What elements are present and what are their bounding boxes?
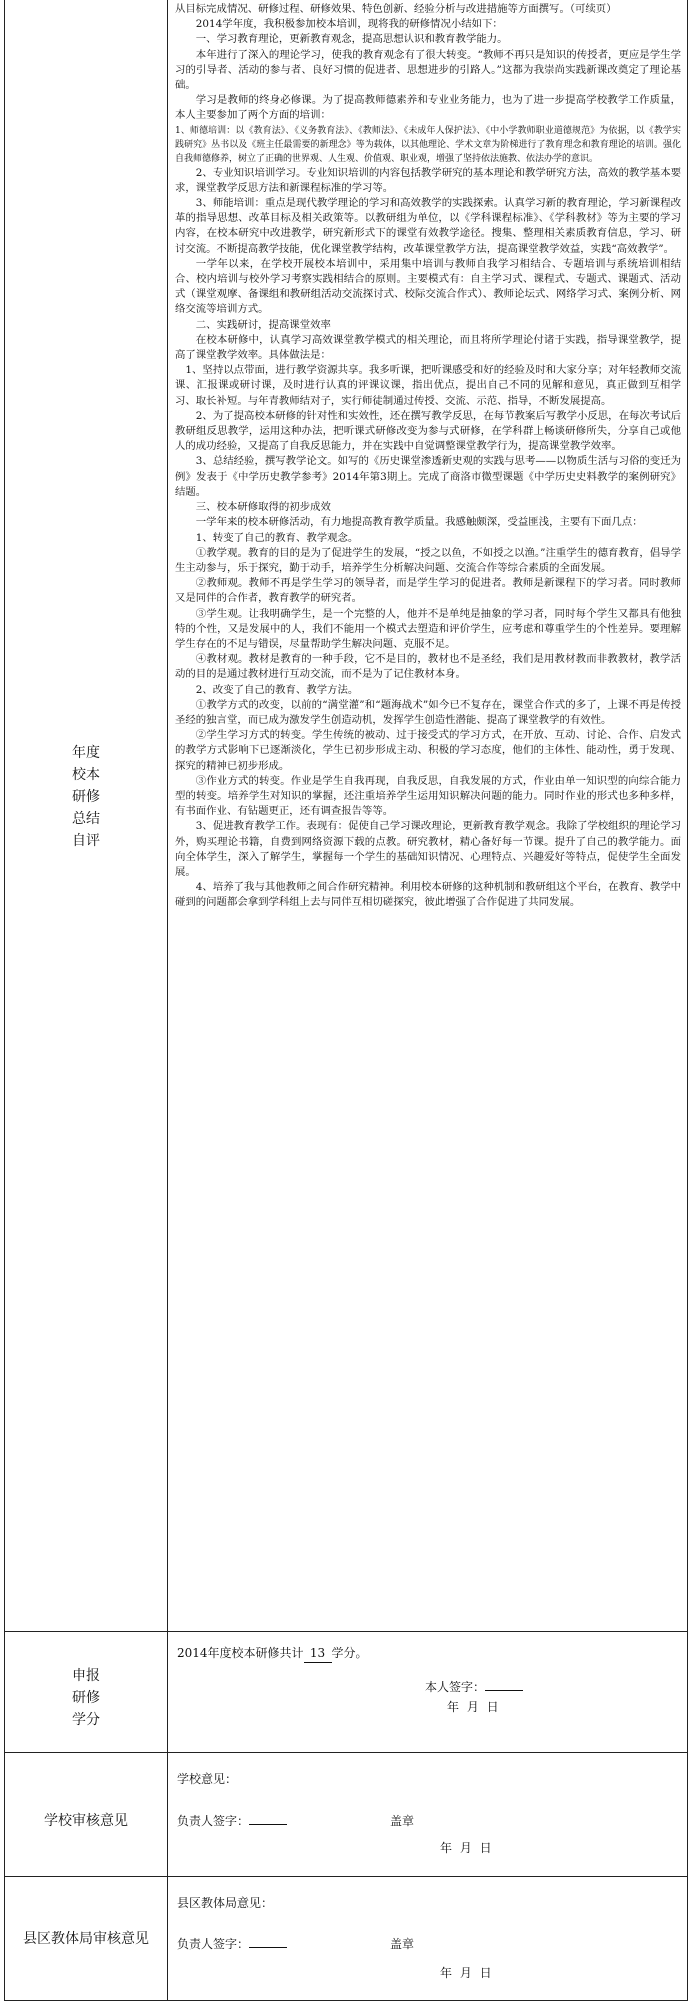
summary-paragraph: 3、师能培训：重点是现代教学理论的学习和高效教学的实践探索。认真学习新的教育理论，学习新课程改革的指导思想、改革目标及相关政策等。以教研组为单位，以《学科课程标准》、《学科教材》等为主要的学习内容，在校本研究中改进教学，研究新形式下的课堂有效教学途径。搜集、整理相关素质教育信息，学习、研讨交流。不断提高教学技能，优化课堂教学结构，改革课堂教学方法，提高课堂教学效益，实践“高效教学”。 (175, 197, 681, 255)
summary-label-line: 总结 (72, 811, 100, 827)
summary-paragraph: 本年进行了深入的理论学习，使我的教育观念有了很大转变。“教师不再只是知识的传授者，更应是学生学习的引导者、活动的参与者、良好习惯的促进者、思想进步的引路人。”这都为我崇尚实践新课改奠定了理论基础。 (175, 48, 681, 92)
county-row-label: 县区教体局审核意见 (23, 1931, 149, 1947)
summary-paragraph: 3、促进教育教学工作。表现有：促使自己学习课改理论，更新教育教学观念。我除了学校组织的理论学习外，购买理论书籍，自费到网络资源下载的点教。研究教材，精心备好每一节课。提升了自己的教学能力。面向全体学生，深入了解学生，掌握每一个学生的基础知识情况、心理特点、兴趣爱好等特点，促使学生全面发展。 (175, 820, 681, 878)
summary-paragraph: ③作业方式的转变。作业是学生自我再现，自我反思，自我发展的方式，作业由单一知识型的向综合能力型的转变。培养学生对知识的掌握，还注重培养学生运用知识解决问题的能力。同时作业的形式也多种多样，有书面作业、有钻题更正，还有调查报告等等。 (175, 774, 681, 818)
row-divider (5, 1752, 687, 1753)
summary-paragraph: 1、转变了自己的教育、教学观念。 (195, 531, 359, 544)
summary-paragraph: 1、师德培训：以《教育法》、《义务教育法》、《教师法》、《未成年人保护法》、《中小学教师职业道德规范》为依据，以《教学实践研究》丛书以及《班主任最需要的新理念》等为载体，以其他理论、学术文章为阶梯进行了教育理念和教育理论的培训。强化自我师德修养，树立了正确的世界观、人生观、价值观、职业观，增强了坚持依法施教、依法办学的意识。 (175, 125, 681, 164)
credit-label-line: 申报 (72, 1668, 100, 1684)
summary-paragraph: 2、为了提高校本研修的针对性和实效性，还在撰写教学反思，在每节教案后写教学小反思，在每次考试后教研组反思教学，运用这种办法，把听课式研修改变为参与式研修，在学科群上畅谈研修所失，分享自己或他人的成功经验，又提高了自我反思能力，并在实践中自觉调整课堂教学行为，提高课堂教学效率。 (175, 409, 681, 453)
summary-paragraph: 二、实践研讨，提高课堂效率 (195, 318, 331, 331)
school-signer (177, 1812, 287, 1830)
county-seal-label: 盖章 (390, 1937, 415, 1951)
credit-text-before: 2014年度校本研修共计 (177, 1646, 304, 1660)
column-divider (167, 0, 168, 2000)
summary-paragraph: 学习是教师的终身必修课。为了提高教师德素养和专业业务能力，也为了进一步提高学校教学工作质量，本人主要参加了两个方面的培训： (175, 94, 681, 122)
school-opinion-label: 学校意见： (177, 1772, 238, 1786)
credit-date: 年 月 日 (447, 1700, 499, 1714)
county-signer (177, 1935, 287, 1953)
county-date: 年 月 日 (440, 1966, 492, 1980)
summary-paragraph: ②教师观。教师不再是学生学习的领导者，而是学生学习的促进者。教师是新课程下的学习者。同时教师又是同伴的合作者，教育教学的研究者。 (175, 577, 681, 605)
summary-paragraph: 一学年以来，在学校开展校本培训中，采用集中培训与教师自我学习相结合、专题培训与系统培训相结合、校内培训与校外学习考察实践相结合的原则。主要模式有：自主学习式、课程式、专题式、课题式、活动式（课堂观摩、备课组和教研组活动交流探讨式、校际交流合作式）、教师论坛式、网络学习式、案例分析、网络交流等培训方式。 (175, 257, 681, 316)
summary-label-line: 年度 (72, 745, 100, 761)
summary-paragraph: 2、改变了自己的教育、教学方法。 (195, 683, 359, 696)
school-signer-label: 负责人签字： (177, 1814, 250, 1828)
school-date: 年 月 日 (440, 1841, 492, 1855)
self-signature (425, 1678, 523, 1696)
summary-paragraph: 1、坚持以点带面，进行教学资源共享。我多听课，把听课感受和好的经验及时和大家分享；对年轻教师交流课、汇报课或研讨课，及时进行认真的评课议课，指出优点，提出自己不同的见解和意见，真正做到互相学习、取长补短。与年青教师结对子，实行师徒制通过传授、交流、示范、指导，不断发展提高。 (175, 364, 681, 407)
evaluation-form-table (4, 0, 688, 2001)
credit-label-line: 研修 (72, 1690, 100, 1706)
credit-text-after: 学分。 (331, 1646, 368, 1660)
signature-label: 本人签字： (425, 1680, 486, 1694)
county-opinion-label: 县区教体局意见： (177, 1896, 274, 1910)
row-divider (5, 1876, 687, 1877)
summary-paragraph: ④教材观。教材是教育的一种手段，它不是目的，教材也不是圣经，我们是用教材教而非教教材，教学活动的目的是通过教材进行互动交流，而不是为了记住教材本身。 (175, 653, 681, 681)
summary-paragraph: 2、专业知识培训学习。专业知识培训的内容包括教学研究的基本理论和教学研究方法，高效的教学基本要求，课堂教学反思方法和新课程标准的学习等。 (175, 166, 681, 194)
credit-value: 13 (304, 1644, 332, 1663)
credit-row-label (5, 1665, 167, 1731)
row-divider (5, 1631, 687, 1632)
county-signer-blank (249, 1947, 287, 1948)
summary-label-line: 研修 (72, 789, 100, 805)
credit-label-line: 学分 (72, 1712, 100, 1728)
county-signer-label: 负责人签字： (177, 1937, 250, 1951)
signature-blank (485, 1690, 523, 1691)
summary-paragraph: 一学年来的校本研修活动，有力地提高教育教学质量。我感触颇深，受益匪浅，主要有下面几点： (195, 516, 643, 529)
summary-paragraph: 一、学习教育理论，更新教育观念，提高思想认识和教育教学能力。 (195, 33, 508, 46)
credit-statement (177, 1644, 368, 1663)
school-seal-label: 盖章 (390, 1814, 415, 1828)
summary-label-line: 自评 (72, 833, 100, 849)
summary-paragraph: ②学生学习方式的转变。学生传统的被动、过于接受式的学习方式，在开放、互动、讨论、合作、启发式的教学方式影响下已逐渐淡化，学生已初步形成主动、积极的学习态度，他们的主体性、能动性，勇于发现、探究的精神已初步形成。 (175, 729, 681, 772)
summary-paragraph: 从目标完成情况、研修过程、研修效果、特色创新、经验分析与改进措施等方面撰写。（可续页） (175, 3, 617, 15)
summary-paragraph: ③学生观。让我明确学生，是一个完整的人，他并不是单纯是抽象的学习者，同时每个学生又都具有他独特的个性，又是发展中的人，我们不能用一个模式去塑造和评价学生，应考虑和尊重学生的个性差异。要理解学生存在的不足与错误，尽量帮助学生解决问题、克服不足。 (175, 607, 681, 650)
summary-paragraph: 4、培养了我与其他教师之间合作研究精神。利用校本研修的这种机制和教研组这个平台，在教育、教学中碰到的问题都会拿到学科组上去与同伴互相切磋探究，彼此增强了合作促进了共同发展。 (175, 881, 681, 909)
summary-paragraph: 2014学年度，我积极参加校本培训，现将我的研修情况小结如下： (195, 18, 503, 31)
summary-row-label (5, 742, 167, 852)
summary-paragraph: 三、校本研修取得的初步成效 (195, 501, 331, 514)
summary-paragraph: 在校本研修中，认真学习高效课堂教学模式的相关理论，而且将所学理论付诸于实践，指导课堂教学，提高了课堂教学效率。具体做法是： (175, 333, 681, 362)
school-signer-blank (249, 1824, 287, 1825)
summary-paragraph: ①教学方式的改变，以前的“满堂灌”和“题海战术”如今已不复存在，课堂合作式的多了，上课不再是传授圣经的独言堂，而已成为激发学生创造动机，发挥学生创造性潜能、提高了课堂教学的有效性。 (175, 698, 681, 726)
summary-paragraph: 3、总结经验，撰写教学论文。如写的《历史课堂渗透新史观的实践与思考——以物质生活与习俗的变迁为例》发表于《中学历史教学参考》2014年第3期上。完成了商洛市微型课题《中学历史史料教学的案例研究》结题。 (175, 455, 681, 498)
summary-label-line: 校本 (72, 767, 100, 783)
school-row-label: 学校审核意见 (44, 1813, 128, 1829)
summary-content (175, 2, 681, 1626)
summary-paragraph: ①教学观。教育的目的是为了促进学生的发展，“授之以鱼，不如授之以渔。”注重学生的德育教育，倡导学生主动参与，乐于探究，勤于动手，培养学生分析解决问题、交流合作等综合素质的全面发展。 (175, 546, 681, 574)
